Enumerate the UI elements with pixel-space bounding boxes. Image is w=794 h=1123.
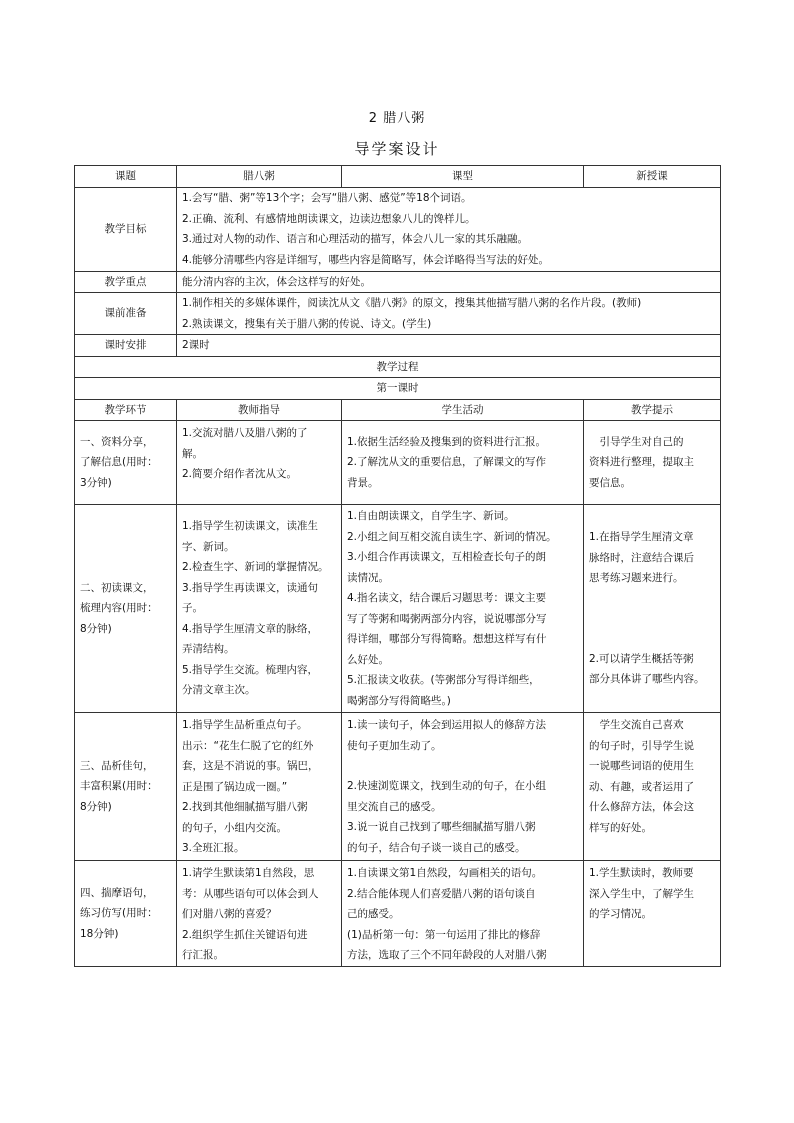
key-point-value: 能分清内容的主次，体会这样写的好处。 bbox=[177, 271, 721, 293]
student-line: 1.自由朗读课文，自学生字、新词。 bbox=[347, 510, 515, 522]
preparation-cell bbox=[177, 293, 721, 335]
student-cell bbox=[342, 713, 584, 861]
process-row bbox=[75, 713, 721, 861]
tips-line: 一说哪些词语的使用生 bbox=[589, 760, 694, 772]
teacher-line: 2.简要介绍作者沈从文。 bbox=[182, 468, 298, 480]
tips-line: 动、有趣，或者运用了 bbox=[589, 780, 694, 793]
section-line: 四、揣摩语句， bbox=[80, 886, 154, 899]
tips-line: 2.可以请学生概括等粥 bbox=[589, 652, 694, 665]
tips-line: 学生交流自己喜欢 bbox=[589, 719, 684, 731]
tips-cell bbox=[584, 861, 721, 967]
topic-row bbox=[75, 166, 721, 188]
tips-line: 思考练习题来进行。 bbox=[589, 572, 684, 585]
col-header-tips: 教学提示 bbox=[584, 399, 721, 421]
tips-line: 要信息。 bbox=[589, 476, 631, 489]
tips-line: 脉络时，注意结合课后 bbox=[589, 551, 694, 564]
teacher-line: 正是围了锅边成一圈。” bbox=[182, 780, 288, 793]
teacher-line: 2.检查生字、新词的掌握情况。 bbox=[182, 561, 329, 574]
section-cell bbox=[75, 713, 177, 861]
key-point-label: 教学重点 bbox=[75, 271, 177, 293]
section-line: 梳理内容(用时： bbox=[80, 602, 158, 615]
col-header-section: 教学环节 bbox=[75, 399, 177, 421]
teacher-line: 3.全班汇报。 bbox=[182, 842, 245, 854]
student-line: 3.说一说自己找到了哪些细腻描写腊八粥 bbox=[347, 821, 536, 833]
period-title: 第一课时 bbox=[75, 378, 721, 400]
goals-label: 教学目标 bbox=[75, 187, 177, 271]
teacher-line: 1.指导学生品析重点句子。 bbox=[182, 719, 308, 731]
section-line: 8分钟) bbox=[80, 800, 112, 813]
tips-cell bbox=[584, 713, 721, 861]
teacher-line: 解。 bbox=[182, 447, 203, 460]
lesson-plan-table bbox=[74, 165, 721, 967]
tips-line: 引导学生对自己的 bbox=[589, 435, 684, 448]
student-cell bbox=[342, 861, 584, 967]
student-line: 1.自读课文第1自然段，勾画相关的语句。 bbox=[347, 867, 543, 879]
tips-line: 1.学生默读时，教师要 bbox=[589, 867, 694, 879]
section-line: 了解信息(用时： bbox=[80, 456, 158, 469]
tips-line: 的学习情况。 bbox=[589, 908, 652, 920]
student-line: 里交流自己的感受。 bbox=[347, 800, 442, 813]
teacher-line: 的句子，小组内交流。 bbox=[182, 821, 287, 834]
student-line: (1)品析第一句：第一句运用了排比的修辞 bbox=[347, 928, 541, 941]
student-cell bbox=[342, 421, 584, 505]
student-line: 使句子更加生动了。 bbox=[347, 739, 442, 752]
tips-cell bbox=[584, 505, 721, 713]
schedule-value: 2课时 bbox=[177, 335, 721, 357]
student-line: 背景。 bbox=[347, 476, 379, 489]
tips-line: 的句子时，引导学生说 bbox=[589, 739, 694, 752]
student-cell bbox=[342, 505, 584, 713]
preparation-label: 课前准备 bbox=[75, 293, 177, 335]
student-line: 得详细，哪部分写得简略。想想这样写有什 bbox=[347, 633, 547, 645]
type-value: 新授课 bbox=[584, 166, 721, 188]
teacher-line: 5.指导学生交流。梳理内容， bbox=[182, 663, 319, 676]
student-line: 3.小组合作再读课文，互相检查长句子的朗 bbox=[347, 551, 547, 563]
teacher-line: 字、新词。 bbox=[182, 540, 235, 553]
col-header-teacher: 教师指导 bbox=[177, 399, 342, 421]
student-line: 喝粥部分写得简略些。) bbox=[347, 694, 451, 707]
teacher-cell bbox=[177, 421, 342, 505]
preparation-item: 2.熟读课文，搜集有关于腊八粥的传说、诗文。(学生) bbox=[182, 317, 432, 330]
teacher-line: 2.找到其他细腻描写腊八粥 bbox=[182, 801, 308, 813]
section-cell bbox=[75, 505, 177, 713]
student-line: 2.快速浏览课文，找到生动的句子，在小组 bbox=[347, 780, 547, 792]
process-row bbox=[75, 421, 721, 505]
teacher-line: 子。 bbox=[182, 602, 203, 615]
tips-line: 深入学生中，了解学生 bbox=[589, 887, 694, 900]
teacher-line: 1.交流对腊八及腊八粥的了 bbox=[182, 427, 308, 439]
process-row bbox=[75, 505, 721, 713]
teacher-line: 行汇报。 bbox=[182, 949, 224, 961]
teacher-cell bbox=[177, 861, 342, 967]
student-line: 己的感受。 bbox=[347, 908, 400, 920]
student-line: 2.小组之间互相交流自读生字、新词的情况。 bbox=[347, 530, 557, 543]
student-line: 写了等粥和喝粥两部分内容，说说哪部分写 bbox=[347, 612, 547, 625]
section-line: 3分钟) bbox=[80, 476, 112, 489]
document-title: 导学案设计 bbox=[354, 140, 440, 158]
teacher-line: 弄清结构。 bbox=[182, 643, 235, 656]
tips-line: 什么修辞方法，体会这 bbox=[589, 801, 694, 813]
student-line: 么好处。 bbox=[347, 653, 389, 666]
tips-line: 部分具体讲了哪些内容。 bbox=[589, 673, 705, 686]
process-title-row bbox=[75, 356, 721, 378]
teacher-line: 3.指导学生再读课文，读通句 bbox=[182, 581, 319, 594]
student-line: 读情况。 bbox=[347, 571, 389, 584]
goals-cell bbox=[177, 187, 721, 271]
student-line: 5.汇报读文收获。(等粥部分写得详细些， bbox=[347, 674, 540, 686]
teacher-line: 出示：“花生仁脱了它的红外 bbox=[182, 739, 314, 752]
teacher-line: 套，这是不消说的事。锅巴， bbox=[182, 760, 319, 772]
topic-value: 腊八粥 bbox=[177, 166, 342, 188]
section-cell bbox=[75, 861, 177, 967]
tips-line: 资料进行整理，提取主 bbox=[589, 456, 694, 469]
tips-cell bbox=[584, 421, 721, 505]
teacher-cell bbox=[177, 505, 342, 713]
section-line: 18分钟) bbox=[80, 927, 119, 940]
student-line: 2.了解沈从文的重要信息，了解课文的写作 bbox=[347, 456, 547, 469]
process-title: 教学过程 bbox=[75, 356, 721, 378]
lesson-title: 2 腊八粥 bbox=[368, 111, 426, 126]
teacher-line: 2.组织学生抓住关键语句进 bbox=[182, 928, 308, 941]
teacher-line: 考：从哪些语句可以体会到人 bbox=[182, 887, 319, 900]
section-line: 丰富积累(用时： bbox=[80, 780, 158, 793]
preparation-row bbox=[75, 293, 721, 335]
student-line: 方法，选取了三个不同年龄段的人对腊八粥 bbox=[347, 949, 547, 961]
teacher-line: 4.指导学生厘清文章的脉络， bbox=[182, 622, 319, 635]
goal-item: 3.通过对人物的动作、语言和心理活动的描写，体会八儿一家的其乐融融。 bbox=[182, 233, 529, 245]
teacher-line: 1.请学生默读第1自然段，思 bbox=[182, 867, 315, 879]
goal-item: 4.能够分清哪些内容是详细写，哪些内容是简略写，体会详略得当写法的好处。 bbox=[182, 253, 550, 266]
section-line: 8分钟) bbox=[80, 622, 112, 635]
teacher-line: 分清文章主次。 bbox=[182, 684, 256, 697]
student-line: 2.结合能体现人们喜爱腊八粥的语句谈自 bbox=[347, 887, 536, 900]
student-line: 的句子，结合句子谈一谈自己的感受。 bbox=[347, 841, 526, 854]
goals-row bbox=[75, 187, 721, 271]
teacher-line: 1.指导学生初读课文，读准生 bbox=[182, 520, 319, 533]
teacher-line: 们对腊八粥的喜爱？ bbox=[182, 908, 277, 920]
section-cell bbox=[75, 421, 177, 505]
key-point-row bbox=[75, 271, 721, 293]
preparation-item: 1.制作相关的多媒体课件，阅读沈从文《腊八粥》的原文，搜集其他描写腊八粥的名作片段。(教师) bbox=[182, 297, 642, 309]
section-line: 练习仿写(用时： bbox=[80, 907, 158, 919]
schedule-label: 课时安排 bbox=[75, 335, 177, 357]
topic-label: 课题 bbox=[75, 166, 177, 188]
student-line: 1.读一读句子，体会到运用拟人的修辞方法 bbox=[347, 719, 547, 731]
column-header-row bbox=[75, 399, 721, 421]
process-row bbox=[75, 861, 721, 967]
col-header-student: 学生活动 bbox=[342, 399, 584, 421]
goal-item: 2.正确、流利、有感情地朗读课文，边读边想象八儿的馋样儿。 bbox=[182, 212, 476, 225]
teacher-cell bbox=[177, 713, 342, 861]
period-row bbox=[75, 378, 721, 400]
tips-line: 1.在指导学生厘清文章 bbox=[589, 531, 694, 544]
student-line: 1.依据生活经验及搜集到的资料进行汇报。 bbox=[347, 435, 547, 448]
section-line: 二、初读课文， bbox=[80, 581, 154, 594]
schedule-row bbox=[75, 335, 721, 357]
type-label: 课型 bbox=[342, 166, 584, 188]
section-line: 三、品析佳句， bbox=[80, 759, 154, 772]
student-line: 4.指名读文，结合课后习题思考：课文主要 bbox=[347, 592, 547, 604]
section-line: 一、资料分享， bbox=[80, 435, 154, 448]
goal-item: 1.会写“腊、粥”等13个字；会写“腊八粥、感觉”等18个词语。 bbox=[182, 192, 472, 204]
tips-line: 样写的好处。 bbox=[589, 821, 652, 834]
